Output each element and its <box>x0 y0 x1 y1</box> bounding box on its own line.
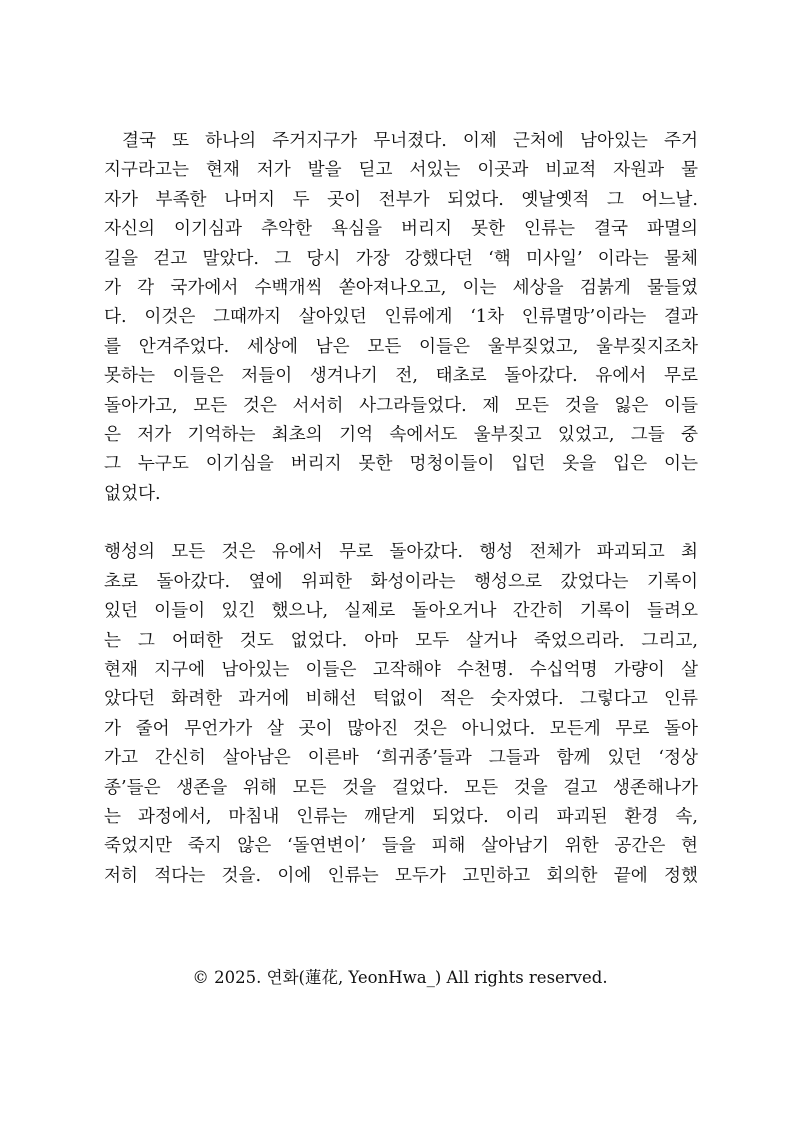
text-line: 초로 돌아갔다. 옆에 위피한 화성이라는 행성으로 갔었다는 기록이 <box>104 571 698 592</box>
text-line: 돌아가고, 모든 것은 서서히 사그라들었다. 제 모든 것을 잃은 이들 <box>104 395 698 416</box>
text-line: 있던 이들이 있긴 했으나, 실제로 돌아오거나 간간히 기록이 들려오 <box>104 601 698 622</box>
story-text <box>104 127 698 891</box>
text-line: 가 줄어 무언가가 살 곳이 많아진 것은 아니었다. 모든게 무로 돌아 <box>104 718 698 739</box>
text-line: 못하는 이들은 저들이 생겨나기 전, 태초로 돌아갔다. 유에서 무로 <box>104 366 698 387</box>
text-line: 자가 부족한 나머지 두 곳이 전부가 되었다. 옛날옛적 그 어느날. <box>104 189 698 210</box>
text-line: 자신의 이기심과 추악한 욕심을 버리지 못한 인류는 결국 파멸의 <box>104 219 698 240</box>
paragraph-gap <box>104 509 698 538</box>
text-line: 현재 지구에 남아있는 이들은 고작해야 수천명. 수십억명 가량이 살 <box>104 660 698 681</box>
text-line: 없었다. <box>104 483 161 504</box>
text-line: 았다던 화려한 과거에 비해선 턱없이 적은 숫자였다. 그렇다고 인류 <box>104 689 698 710</box>
text-line: 종’들은 생존을 위해 모든 것을 걸었다. 모든 것을 걸고 생존해나가 <box>104 777 698 798</box>
text-line: 가 각 국가에서 수백개씩 쏟아져나오고, 이는 세상을 검붉게 물들였 <box>104 277 698 298</box>
text-line: 죽었지만 죽지 않은 ‘돌연변이’ 들을 피해 살아남기 위한 공간은 현 <box>104 836 698 857</box>
text-line: 는 과정에서, 마침내 인류는 깨닫게 되었다. 이리 파괴된 환경 속, <box>104 806 698 827</box>
paragraph-1 <box>104 127 698 509</box>
text-line: 는 그 어떠한 것도 없었다. 아마 모두 살거나 죽었으리라. 그리고, <box>104 630 698 651</box>
text-line: 가고 간신히 살아남은 이른바 ‘희귀종’들과 그들과 함께 있던 ‘정상 <box>104 748 698 769</box>
text-line: 저히 적다는 것을. 이에 인류는 모두가 고민하고 회의한 끝에 정했 <box>104 865 698 886</box>
text-line: 길을 걷고 말았다. 그 당시 가장 강했다던 ‘핵 미사일’ 이라는 물체 <box>104 248 698 269</box>
copyright-footer: © 2025. 연화(蓮花, YeonHwa_) All rights reserved. <box>192 968 608 987</box>
text-line: 행성의 모든 것은 유에서 무로 돌아갔다. 행성 전체가 파괴되고 최 <box>104 542 698 563</box>
text-line: 그 누구도 이기심을 버리지 못한 멍청이들이 입던 옷을 입은 이는 <box>104 454 698 475</box>
text-line: 은 저가 기억하는 최초의 기억 속에서도 울부짖고 있었고, 그들 중 <box>104 424 698 445</box>
text-line: 결국 또 하나의 주거지구가 무너졌다. 이제 근처에 남아있는 주거 <box>122 131 698 151</box>
paragraph-2 <box>104 538 698 891</box>
text-line: 를 안겨주었다. 세상에 남은 모든 이들은 울부짖었고, 울부짖지조차 <box>104 336 698 357</box>
text-line: 지구라고는 현재 저가 발을 딛고 서있는 이곳과 비교적 자원과 물 <box>104 160 698 181</box>
text-line: 다. 이것은 그때까지 살아있던 인류에게 ‘1차 인류멸망’이라는 결과 <box>104 307 698 328</box>
